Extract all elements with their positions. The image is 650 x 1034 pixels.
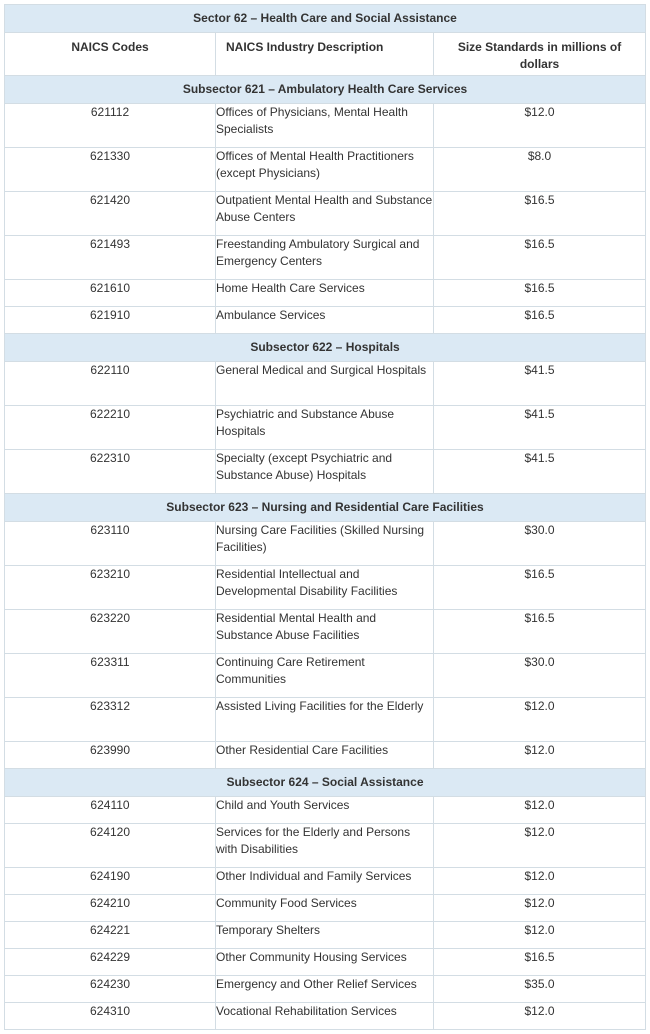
subsector-title: Subsector 621 – Ambulatory Health Care Services [5,76,646,104]
size-standard-cell: $12.0 [434,895,646,922]
industry-description-cell: Child and Youth Services [216,797,434,824]
industry-description-cell: Offices of Mental Health Practitioners (except Physicians) [216,148,434,192]
subsector-title-row [5,769,646,797]
industry-description-cell: Other Individual and Family Services [216,868,434,895]
naics-code-cell: 623311 [5,654,216,698]
size-standard-cell: $12.0 [434,824,646,868]
size-standard-cell: $41.5 [434,406,646,450]
size-standard-cell: $12.0 [434,797,646,824]
naics-code-cell: 621420 [5,192,216,236]
size-standard-cell: $12.0 [434,1003,646,1030]
naics-code-cell: 623312 [5,698,216,742]
size-standard-cell: $16.5 [434,610,646,654]
industry-description-cell: Nursing Care Facilities (Skilled Nursing Facilities) [216,522,434,566]
table-row [5,450,646,494]
subsector-title-row [5,334,646,362]
table-body [5,76,646,1030]
table-row [5,868,646,895]
size-standard-cell: $35.0 [434,976,646,1003]
industry-description-cell: Freestanding Ambulatory Surgical and Emergency Centers [216,236,434,280]
industry-description-cell: Community Food Services [216,895,434,922]
industry-description-cell: Continuing Care Retirement Communities [216,654,434,698]
subsector-title: Subsector 624 – Social Assistance [5,769,646,797]
size-standard-cell: $16.5 [434,566,646,610]
naics-code-cell: 621610 [5,280,216,307]
naics-code-cell: 623110 [5,522,216,566]
naics-code-cell: 624229 [5,949,216,976]
table-row [5,742,646,769]
naics-code-cell: 624120 [5,824,216,868]
table-row [5,949,646,976]
table-row [5,236,646,280]
size-standard-cell: $16.5 [434,280,646,307]
naics-code-cell: 624310 [5,1003,216,1030]
header-naics-codes: NAICS Codes [5,33,216,76]
industry-description-cell: Other Community Housing Services [216,949,434,976]
subsector-title: Subsector 623 – Nursing and Residential Care Facilities [5,494,646,522]
table-row [5,307,646,334]
table-row [5,192,646,236]
industry-description-cell: Vocational Rehabilitation Services [216,1003,434,1030]
size-standard-cell: $12.0 [434,698,646,742]
size-standard-cell: $12.0 [434,922,646,949]
naics-size-standards-table [4,4,646,1030]
industry-description-cell: Ambulance Services [216,307,434,334]
table-row [5,362,646,406]
size-standard-cell: $41.5 [434,362,646,406]
size-standard-cell: $12.0 [434,742,646,769]
table-row [5,1003,646,1030]
naics-code-cell: 621330 [5,148,216,192]
naics-code-cell: 621493 [5,236,216,280]
size-standard-cell: $12.0 [434,104,646,148]
industry-description-cell: Residential Intellectual and Developmental Disability Facilities [216,566,434,610]
naics-code-cell: 621112 [5,104,216,148]
naics-code-cell: 624230 [5,976,216,1003]
table-row [5,280,646,307]
industry-description-cell: Assisted Living Facilities for the Elderly [216,698,434,742]
table-row [5,895,646,922]
table-row [5,976,646,1003]
table-row [5,610,646,654]
size-standard-cell: $16.5 [434,236,646,280]
naics-code-cell: 624221 [5,922,216,949]
header-size-standards: Size Standards in millions of dollars [434,33,646,76]
table-row [5,406,646,450]
table-row [5,104,646,148]
subsector-title-row [5,76,646,104]
industry-description-cell: Emergency and Other Relief Services [216,976,434,1003]
size-standard-cell: $12.0 [434,868,646,895]
industry-description-cell: Other Residential Care Facilities [216,742,434,769]
industry-description-cell: Specialty (except Psychiatric and Substance Abuse) Hospitals [216,450,434,494]
size-standard-cell: $16.5 [434,307,646,334]
naics-code-cell: 624190 [5,868,216,895]
naics-code-cell: 622110 [5,362,216,406]
table-row [5,566,646,610]
sector-title-row [5,5,646,33]
industry-description-cell: Home Health Care Services [216,280,434,307]
subsector-title: Subsector 622 – Hospitals [5,334,646,362]
industry-description-cell: Offices of Physicians, Mental Health Specialists [216,104,434,148]
table-row [5,654,646,698]
size-standard-cell: $30.0 [434,654,646,698]
industry-description-cell: Outpatient Mental Health and Substance Abuse Centers [216,192,434,236]
table-row [5,522,646,566]
naics-code-cell: 624210 [5,895,216,922]
column-header-row [5,33,646,76]
table-row [5,824,646,868]
naics-code-cell: 624110 [5,797,216,824]
industry-description-cell: General Medical and Surgical Hospitals [216,362,434,406]
sector-title: Sector 62 – Health Care and Social Assistance [5,5,646,33]
size-standard-cell: $16.5 [434,192,646,236]
industry-description-cell: Psychiatric and Substance Abuse Hospitals [216,406,434,450]
naics-code-cell: 623210 [5,566,216,610]
industry-description-cell: Services for the Elderly and Persons with Disabilities [216,824,434,868]
table-row [5,922,646,949]
naics-code-cell: 623990 [5,742,216,769]
industry-description-cell: Residential Mental Health and Substance Abuse Facilities [216,610,434,654]
table-row [5,797,646,824]
naics-code-cell: 622210 [5,406,216,450]
header-industry-description: NAICS Industry Description [216,33,434,76]
industry-description-cell: Temporary Shelters [216,922,434,949]
size-standard-cell: $16.5 [434,949,646,976]
size-standard-cell: $30.0 [434,522,646,566]
size-standard-cell: $41.5 [434,450,646,494]
naics-code-cell: 622310 [5,450,216,494]
subsector-title-row [5,494,646,522]
table-row [5,698,646,742]
naics-code-cell: 623220 [5,610,216,654]
size-standard-cell: $8.0 [434,148,646,192]
table-row [5,148,646,192]
naics-code-cell: 621910 [5,307,216,334]
